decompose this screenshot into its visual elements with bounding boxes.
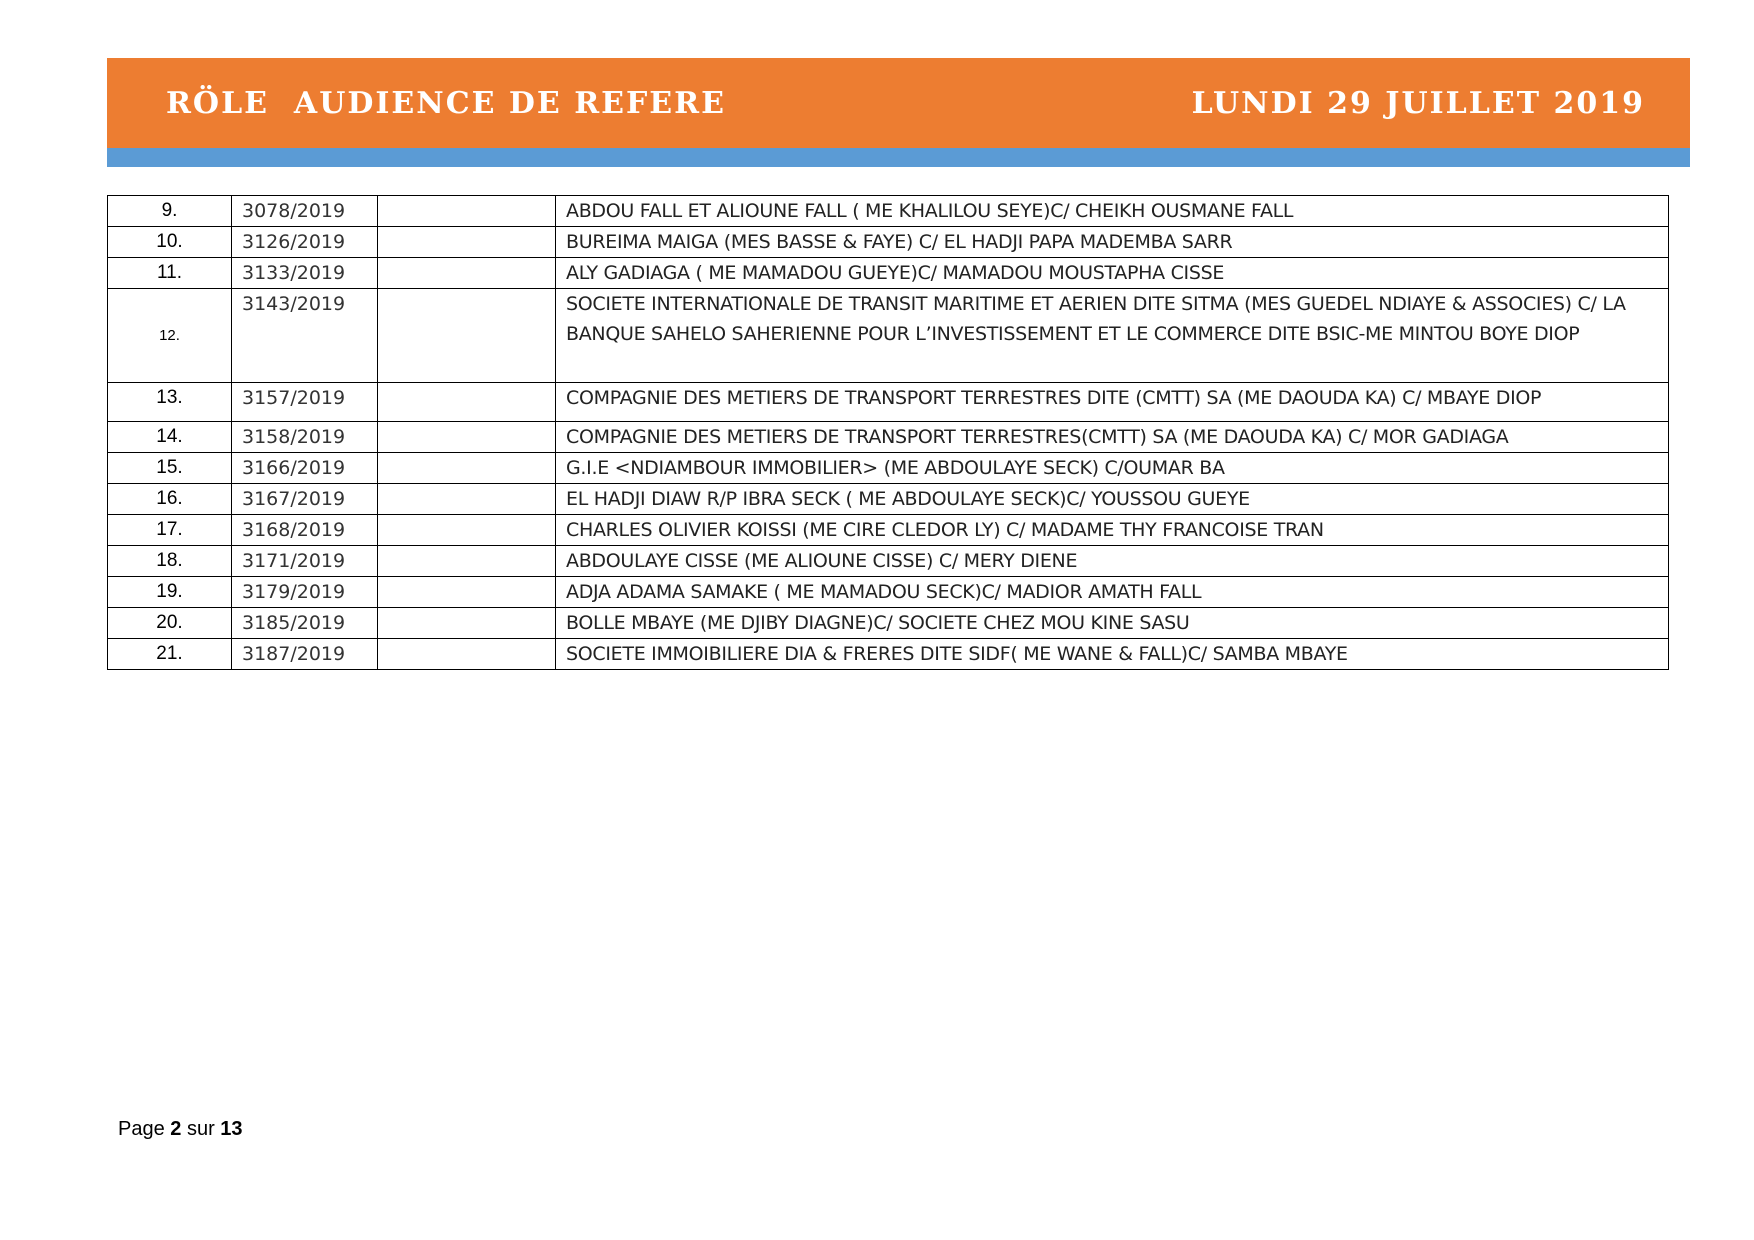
case-number: 3133/2019 bbox=[232, 258, 378, 289]
row-number: 20. bbox=[108, 608, 232, 639]
row-number: 9. bbox=[108, 196, 232, 227]
row-number: 17. bbox=[108, 515, 232, 546]
parties-cell: ABDOULAYE CISSE (ME ALIOUNE CISSE) C/ MERY DIENE bbox=[556, 546, 1669, 577]
table-row bbox=[108, 639, 1669, 670]
empty-cell bbox=[378, 577, 556, 608]
table-row bbox=[108, 546, 1669, 577]
header-stripe bbox=[107, 148, 1690, 167]
document-title: RÖLE AUDIENCE DE REFERE bbox=[166, 86, 726, 121]
row-number: 15. bbox=[108, 453, 232, 484]
table-row bbox=[108, 227, 1669, 258]
parties-cell: BUREIMA MAIGA (MES BASSE & FAYE) C/ EL HADJI PAPA MADEMBA SARR bbox=[556, 227, 1669, 258]
parties-cell: COMPAGNIE DES METIERS DE TRANSPORT TERRESTRES(CMTT) SA (ME DAOUDA KA) C/ MOR GADIAGA bbox=[556, 422, 1669, 453]
row-number: 14. bbox=[108, 422, 232, 453]
case-number: 3171/2019 bbox=[232, 546, 378, 577]
table-row bbox=[108, 577, 1669, 608]
parties-cell: COMPAGNIE DES METIERS DE TRANSPORT TERRESTRES DITE (CMTT) SA (ME DAOUDA KA) C/ MBAYE DIOP bbox=[556, 383, 1669, 422]
table-row bbox=[108, 484, 1669, 515]
table-row bbox=[108, 422, 1669, 453]
empty-cell bbox=[378, 422, 556, 453]
table-row bbox=[108, 515, 1669, 546]
row-number: 10. bbox=[108, 227, 232, 258]
empty-cell bbox=[378, 227, 556, 258]
table-row bbox=[108, 196, 1669, 227]
parties-cell: ADJA ADAMA SAMAKE ( ME MAMADOU SECK)C/ MADIOR AMATH FALL bbox=[556, 577, 1669, 608]
empty-cell bbox=[378, 258, 556, 289]
empty-cell bbox=[378, 515, 556, 546]
table-row bbox=[108, 383, 1669, 422]
empty-cell bbox=[378, 484, 556, 515]
row-number: 19. bbox=[108, 577, 232, 608]
row-number: 16. bbox=[108, 484, 232, 515]
case-number: 3187/2019 bbox=[232, 639, 378, 670]
empty-cell bbox=[378, 608, 556, 639]
empty-cell bbox=[378, 546, 556, 577]
case-number: 3179/2019 bbox=[232, 577, 378, 608]
hearing-roll-table bbox=[107, 195, 1669, 670]
row-number: 21. bbox=[108, 639, 232, 670]
row-number: 11. bbox=[108, 258, 232, 289]
case-number: 3158/2019 bbox=[232, 422, 378, 453]
empty-cell bbox=[378, 639, 556, 670]
row-number: 12. bbox=[108, 289, 232, 383]
row-number: 13. bbox=[108, 383, 232, 422]
current-page-number: 2 bbox=[170, 1118, 182, 1140]
empty-cell bbox=[378, 289, 556, 383]
case-number: 3166/2019 bbox=[232, 453, 378, 484]
empty-cell bbox=[378, 453, 556, 484]
row-number: 18. bbox=[108, 546, 232, 577]
case-number: 3157/2019 bbox=[232, 383, 378, 422]
page-footer bbox=[118, 1118, 243, 1141]
case-number: 3143/2019 bbox=[232, 289, 378, 383]
table-row bbox=[108, 608, 1669, 639]
case-number: 3185/2019 bbox=[232, 608, 378, 639]
parties-cell: G.I.E <NDIAMBOUR IMMOBILIER> (ME ABDOULAYE SECK) C/OUMAR BA bbox=[556, 453, 1669, 484]
parties-cell: SOCIETE IMMOIBILIERE DIA & FRERES DITE SIDF( ME WANE & FALL)C/ SAMBA MBAYE bbox=[556, 639, 1669, 670]
table-row bbox=[108, 453, 1669, 484]
case-number: 3168/2019 bbox=[232, 515, 378, 546]
parties-cell: ABDOU FALL ET ALIOUNE FALL ( ME KHALILOU SEYE)C/ CHEIKH OUSMANE FALL bbox=[556, 196, 1669, 227]
hearing-date: LUNDI 29 JUILLET 2019 bbox=[1191, 86, 1645, 121]
parties-cell: ALY GADIAGA ( ME MAMADOU GUEYE)C/ MAMADOU MOUSTAPHA CISSE bbox=[556, 258, 1669, 289]
parties-cell: CHARLES OLIVIER KOISSI (ME CIRE CLEDOR LY) C/ MADAME THY FRANCOISE TRAN bbox=[556, 515, 1669, 546]
case-number: 3078/2019 bbox=[232, 196, 378, 227]
table-row bbox=[108, 289, 1669, 383]
empty-cell bbox=[378, 196, 556, 227]
table-row bbox=[108, 258, 1669, 289]
case-number: 3126/2019 bbox=[232, 227, 378, 258]
empty-cell bbox=[378, 383, 556, 422]
page-separator: sur bbox=[181, 1118, 221, 1140]
parties-cell: SOCIETE INTERNATIONALE DE TRANSIT MARITIME ET AERIEN DITE SITMA (MES GUEDEL NDIAYE & ASSOCIES) C/ LA BANQUE SAHELO SAHERIENNE POUR L’INVESTISSEMENT ET LE COMMERCE DITE BSIC-ME MINTOU BOYE DIOP bbox=[556, 289, 1669, 383]
total-page-count: 13 bbox=[220, 1118, 243, 1140]
page-label: Page bbox=[118, 1118, 171, 1140]
case-number: 3167/2019 bbox=[232, 484, 378, 515]
parties-cell: BOLLE MBAYE (ME DJIBY DIAGNE)C/ SOCIETE CHEZ MOU KINE SASU bbox=[556, 608, 1669, 639]
parties-cell: EL HADJI DIAW R/P IBRA SECK ( ME ABDOULAYE SECK)C/ YOUSSOU GUEYE bbox=[556, 484, 1669, 515]
